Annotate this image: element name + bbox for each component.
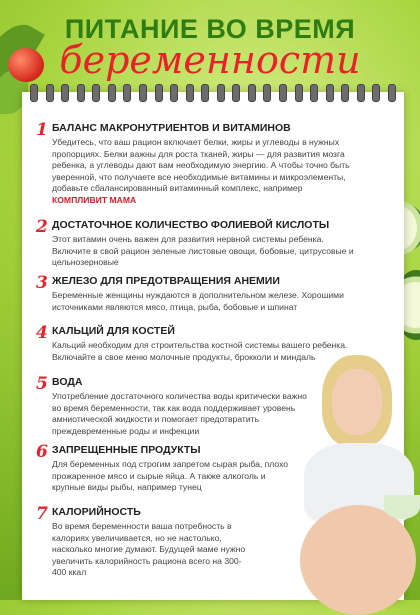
- binding-ring: [310, 84, 318, 102]
- tip-item-7: [36, 506, 246, 579]
- salad-bowl: [384, 495, 420, 519]
- tip-item-2: [36, 219, 356, 269]
- binding-ring: [186, 84, 194, 102]
- tip-text: Беременные женщины нуждаются в дополнительном железе. Хорошими источниками являются мясо, птица, рыба, бобовые и шпинат: [52, 290, 344, 312]
- pregnant-woman-photo: [296, 355, 420, 600]
- binding-ring: [108, 84, 116, 102]
- binding-ring: [388, 84, 396, 102]
- tip-text: Употребление достаточного количества воды критически важно во время беременности, так как вода поддерживает уровень амниотической жидкости и помогает предотвратить преждевременные роды и инфекции: [52, 391, 307, 436]
- binding-ring: [326, 84, 334, 102]
- page-subtitle: беременности: [59, 38, 361, 82]
- binding-ring: [357, 84, 365, 102]
- binding-ring: [248, 84, 256, 102]
- tip-heading: КАЛЬЦИЙ ДЛЯ КОСТЕЙ: [52, 325, 175, 337]
- binding-ring: [46, 84, 54, 102]
- tip-heading: ЖЕЛЕЗО ДЛЯ ПРЕДОТВРАЩЕНИЯ АНЕМИИ: [52, 275, 280, 287]
- binding-ring: [77, 84, 85, 102]
- tip-item-6: [36, 444, 298, 494]
- binding-ring: [30, 84, 38, 102]
- tip-text: Во время беременности ваша потребность в калориях увеличивается, но не настолько, насколько многие думают. Будущей маме нужно увеличить калорийность рациона всего на 300-400 ккал: [52, 521, 246, 578]
- binding-ring: [217, 84, 225, 102]
- binding-ring: [155, 84, 163, 102]
- binding-ring: [279, 84, 287, 102]
- tip-text: Для беременных под строгим запретом сырая рыба, плохо прожаренное мясо и сырые яйца. А также алкоголь и крупные виды рыбы, например тунец: [52, 459, 289, 493]
- tip-text: Убедитесь, что ваш рацион включает белки, жиры и углеводы в нужных пропорциях. Белки важны для роста тканей, жиры — для развития мозга ребенка, а углеводы дают вам необходимую энергию. А чтобы точно быть уверенной, что получаете все необходимые витамины и микроэлементы, добавьте сбалансированный витаминный комплекс, например КОМПЛИВИТ МАМА: [52, 137, 350, 205]
- binding-ring: [92, 84, 100, 102]
- binding-ring: [341, 84, 349, 102]
- product-highlight: КОМПЛИВИТ МАМА: [52, 194, 137, 205]
- tip-text: Кальций необходим для строительства костной системы вашего ребенка. Включайте в свое меню молочные продукты, брокколи и миндаль: [52, 340, 348, 362]
- tip-heading: КАЛОРИЙНОСТЬ: [52, 506, 141, 518]
- tip-number: 6: [36, 442, 48, 462]
- page-title: ПИТАНИЕ ВО ВРЕМЯ: [64, 14, 356, 44]
- tip-item-5: [36, 376, 316, 437]
- tip-item-1: [36, 122, 356, 207]
- woman-belly: [300, 505, 416, 615]
- binding-ring: [139, 84, 147, 102]
- binding-ring: [201, 84, 209, 102]
- binding-ring: [123, 84, 131, 102]
- binding-ring: [372, 84, 380, 102]
- binding-ring: [61, 84, 69, 102]
- tip-text: Этот витамин очень важен для развития нервной системы ребенка. Включите в свой рацион зеленые листовые овощи, бобовые, цитрусовые и цельнозерновые: [52, 234, 354, 268]
- tip-heading: ДОСТАТОЧНОЕ КОЛИЧЕСТВО ФОЛИЕВОЙ КИСЛОТЫ: [52, 219, 330, 231]
- tip-heading: БАЛАНС МАКРОНУТРИЕНТОВ И ВИТАМИНОВ: [52, 122, 291, 134]
- tip-number: 1: [36, 120, 48, 140]
- tip-item-3: [36, 275, 356, 313]
- tip-heading: ВОДА: [52, 376, 83, 388]
- tip-heading: ЗАПРЕЩЕННЫЕ ПРОДУКТЫ: [52, 444, 201, 456]
- tip-number: 2: [36, 217, 48, 237]
- tip-number: 7: [36, 504, 48, 524]
- binding-ring: [170, 84, 178, 102]
- binding-ring: [295, 84, 303, 102]
- tip-number: 5: [36, 374, 48, 394]
- tip-number: 3: [36, 273, 48, 293]
- binding-ring: [232, 84, 240, 102]
- tip-number: 4: [36, 323, 48, 343]
- spiral-binding: [22, 84, 404, 100]
- binding-ring: [263, 84, 271, 102]
- woman-face: [332, 369, 382, 435]
